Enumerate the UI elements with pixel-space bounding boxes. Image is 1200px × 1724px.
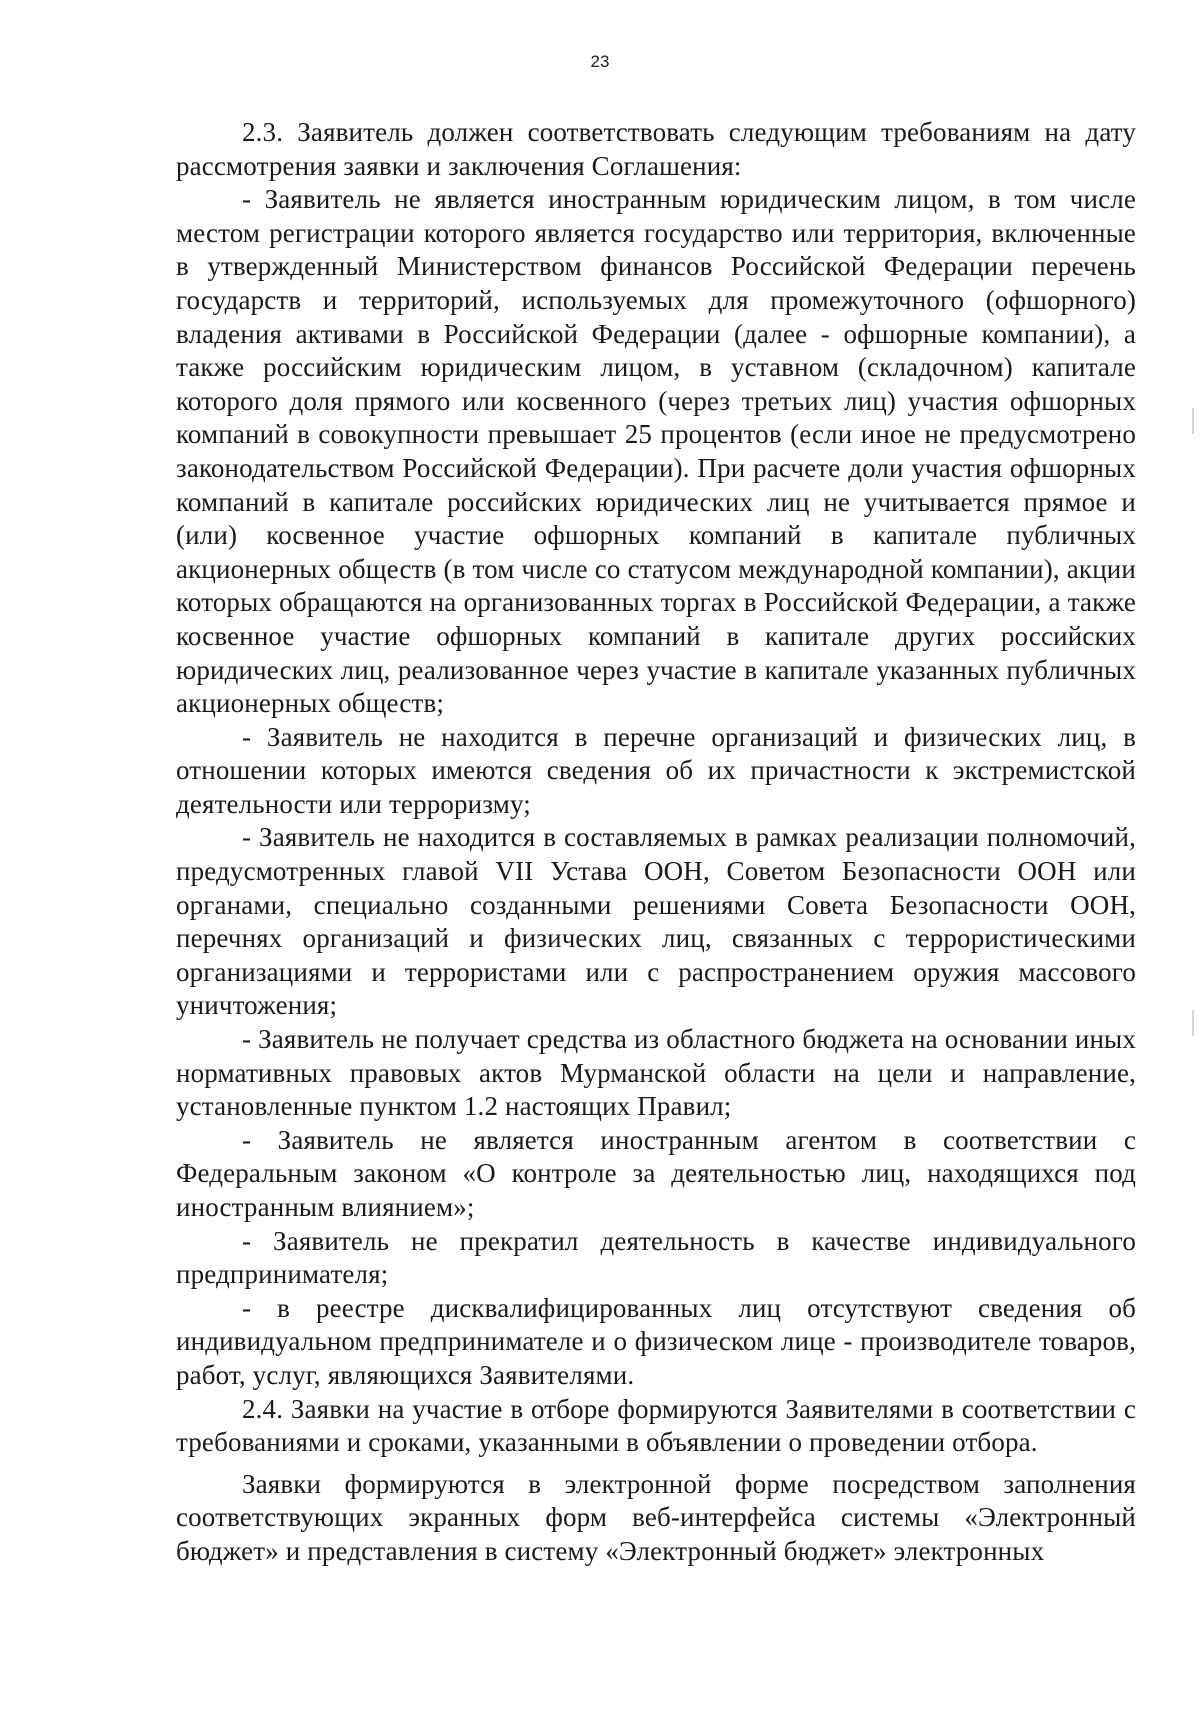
paragraph-2-3-requirements: 2.3. Заявитель должен соответствовать следующим требованиям на дату рассмотрения заявки и заключения Соглашения: <box>176 117 1136 181</box>
paragraph-no-regional-budget: - Заявитель не получает средства из областного бюджета на основании иных нормативных правовых актов Мурманской области на цели и направление, установленные пунктом 1.2 настоящих Правил; <box>176 1024 1136 1122</box>
paragraph-not-foreign-agent: - Заявитель не является иностранным агентом в соответствии с Федеральным законом «О контроле за деятельностью лиц, находящихся под иностранным влиянием»; <box>176 1124 1136 1222</box>
document-body <box>176 116 1136 1569</box>
paragraph-not-un-sanctions: - Заявитель не находится в составляемых в рамках реализации полномочий, предусмотренных главой VII Устава ООН, Советом Безопасности ООН или органами, специально созданными решениями Совета Безопасности ООН, перечнях организаций и физических лиц, связанных с террористическими организациями и террористами или с распространением оружия массового уничтожения; <box>176 822 1136 1021</box>
paragraph-not-extremist: - Заявитель не находится в перечне организаций и физических лиц, в отношении которых имеются сведения об их причастности к экстремистской деятельности или терроризму; <box>176 721 1136 819</box>
page-number: 23 <box>590 52 610 71</box>
paragraph-not-ceased-business: - Заявитель не прекратил деятельность в качестве индивидуального предпринимателя; <box>176 1225 1136 1290</box>
scan-edge-mark <box>1192 1010 1194 1036</box>
scan-edge-mark <box>1192 408 1194 434</box>
paragraph-not-disqualified: - в реестре дисквалифицированных лиц отсутствуют сведения об индивидуальном предпринимателе и о физическом лице - производителе товаров, работ, услуг, являющихся Заявителями. <box>176 1292 1136 1390</box>
paragraph-not-offshore: - Заявитель не является иностранным юридическим лицом, в том числе местом регистрации которого является государство или территория, включенные в утвержденный Министерством финансов Российской Федерации перечень государств и территорий, используемых для промежуточного (офшорного) владения активами в Российской Федерации (далее - офшорные компании), а также российским юридическим лицом, в уставном (складочном) капитале которого доля прямого или косвенного (через третьих лиц) участия офшорных компаний в совокупности превышает 25 процентов (если иное не предусмотрено законодательством Российской Федерации). При расчете доли участия офшорных компаний в капитале российских юридических лиц не учитывается прямое и (или) косвенное участие офшорных компаний в капитале публичных акционерных обществ (в том числе со статусом международной компании), акции которых обращаются на организованных торгах в Российской Федерации, а также косвенное участие офшорных компаний в капитале других российских юридических лиц, реализованное через участие в капитале указанных публичных акционерных обществ; <box>176 184 1136 719</box>
paragraph-2-4-applications: 2.4. Заявки на участие в отборе формируются Заявителями в соответствии с требованиями и сроками, указанными в объявлении о проведении отбора. <box>176 1393 1136 1458</box>
paragraph-electronic-form: Заявки формируются в электронной форме посредством заполнения соответствующих экранных форм веб-интерфейса системы «Электронный бюджет» и представления в систему «Электронный бюджет» электронных <box>176 1468 1136 1566</box>
